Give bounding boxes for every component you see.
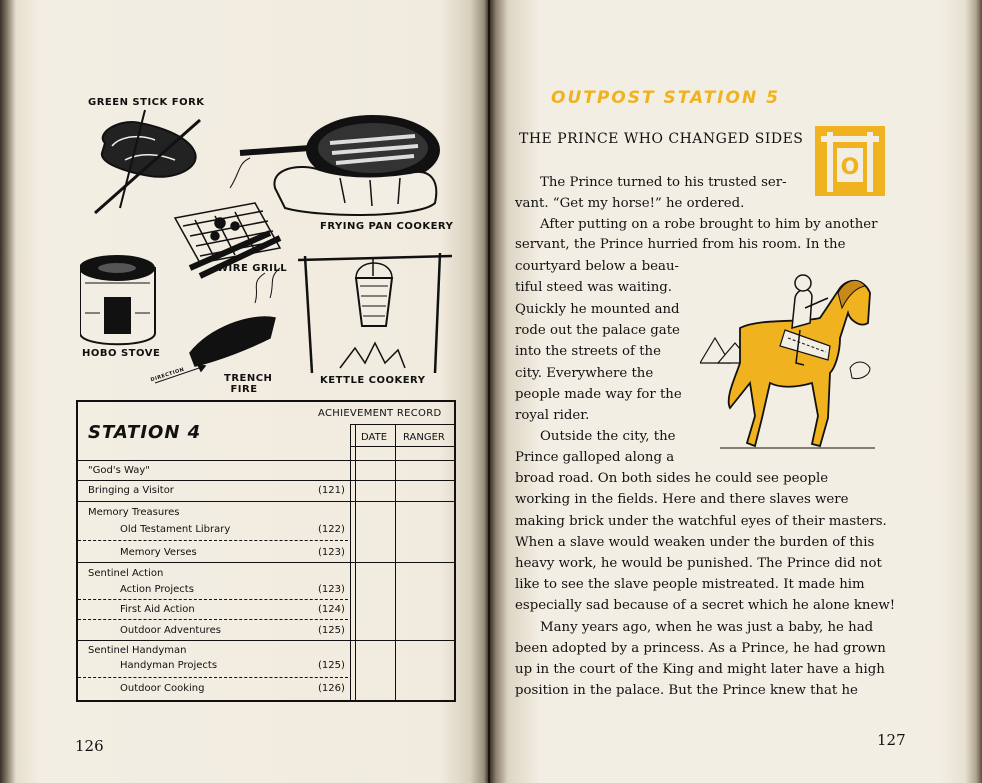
wire-grill-illustration xyxy=(175,158,280,276)
achievement-record-table xyxy=(76,400,456,702)
story-line: royal rider. xyxy=(515,408,590,423)
story-line: courtyard below a beau- xyxy=(515,259,680,274)
caption-green-stick-fork: GREEN STICK FORK xyxy=(88,97,205,108)
story-line: city. Everywhere the xyxy=(515,366,654,381)
row-sentinel-handyman: Sentinel Handyman xyxy=(88,645,187,656)
row-old-testament-library: Old Testament Library xyxy=(120,524,231,535)
trench-fire-illustration xyxy=(155,268,280,383)
outpost-emblem-icon xyxy=(815,126,885,196)
row-num: (125) xyxy=(318,660,345,671)
green-stick-fork-illustration xyxy=(95,110,200,213)
story-line: Quickly he mounted and xyxy=(515,302,680,317)
story-line: people made way for the xyxy=(515,387,682,402)
header-divider xyxy=(350,424,454,425)
story-line: vant. “Get my horse!” he ordered. xyxy=(515,196,745,211)
story-line: servant, the Prince hurried from his room. In the xyxy=(515,237,846,252)
station-title: STATION 4 xyxy=(88,422,202,443)
row-handyman-projects: Handyman Projects xyxy=(120,660,218,671)
col-ranger: RANGER xyxy=(403,432,445,443)
story-line: working in the fields. Here and there slaves were xyxy=(515,492,849,507)
prince-on-horse-illustration xyxy=(700,268,885,458)
story-title: THE PRINCE WHO CHANGED SIDES xyxy=(519,131,804,147)
caption-frying-pan: FRYING PAN COOKERY xyxy=(320,221,454,232)
row-dashed-divider xyxy=(78,677,348,678)
story-line: been adopted by a princess. As a Prince, he had grown xyxy=(515,641,886,656)
row-dashed-divider xyxy=(78,619,348,620)
header-divider xyxy=(350,446,454,447)
caption-wire-grill: WIRE GRILL xyxy=(217,263,288,274)
row-num: (122) xyxy=(318,524,345,535)
row-sentinel-action: Sentinel Action xyxy=(88,568,164,579)
caption-hobo-stove: HOBO STOVE xyxy=(82,348,161,359)
row-num: (125) xyxy=(318,625,345,636)
story-line: broad road. On both sides he could see people xyxy=(515,471,829,486)
row-dashed-divider xyxy=(78,540,348,541)
col-date: DATE xyxy=(361,432,388,443)
row-divider xyxy=(78,460,454,461)
story-line: Prince galloped along a xyxy=(515,450,675,465)
left-page xyxy=(0,0,488,783)
row-action-projects: Action Projects xyxy=(120,584,194,595)
row-memory-verses: Memory Verses xyxy=(120,547,197,558)
frying-pan-illustration xyxy=(240,116,439,215)
caption-trench-fire: TRENCH FIRE xyxy=(224,373,273,395)
story-line: up in the court of the King and might later have a high xyxy=(515,662,885,677)
row-memory-treasures: Memory Treasures xyxy=(88,507,180,518)
achievement-record-label: ACHIEVEMENT RECORD xyxy=(318,408,442,419)
row-num: (123) xyxy=(318,584,345,595)
page-number-right: 127 xyxy=(877,731,906,749)
row-divider xyxy=(78,501,454,502)
hobo-stove-illustration xyxy=(80,256,155,344)
row-outdoor-cooking: Outdoor Cooking xyxy=(120,683,205,694)
row-gods-way: "God's Way" xyxy=(88,465,150,476)
row-dashed-divider xyxy=(78,599,348,600)
emblem-letter: O xyxy=(840,155,860,180)
story-line: into the streets of the xyxy=(515,344,661,359)
row-divider xyxy=(78,562,454,563)
row-divider xyxy=(78,480,454,481)
outpost-title: OUTPOST STATION 5 xyxy=(551,88,780,108)
page-number-left: 126 xyxy=(75,737,104,755)
story-line: making brick under the watchful eyes of their masters. xyxy=(515,514,887,529)
row-divider xyxy=(78,640,454,641)
story-line: Many years ago, when he was just a baby, he had xyxy=(540,620,874,635)
caption-kettle: KETTLE COOKERY xyxy=(320,375,426,386)
row-num: (121) xyxy=(318,485,345,496)
caption-direction: DIRECTION xyxy=(149,366,186,384)
story-line: heavy work, he would be punished. The Prince did not xyxy=(515,556,882,571)
story-line: The Prince turned to his trusted ser- xyxy=(540,175,787,190)
row-bringing-visitor: Bringing a Visitor xyxy=(88,485,174,496)
story-line: When a slave would weaken under the burden of this xyxy=(515,535,875,550)
row-num: (124) xyxy=(318,604,345,615)
story-line: After putting on a robe brought to him by another xyxy=(540,217,878,232)
right-page xyxy=(490,0,982,783)
row-first-aid-action: First Aid Action xyxy=(120,604,195,615)
row-num: (126) xyxy=(318,683,345,694)
story-line: position in the palace. But the Prince knew that he xyxy=(515,683,858,698)
row-num: (123) xyxy=(318,547,345,558)
story-line: tiful steed was waiting. xyxy=(515,280,673,295)
story-line: rode out the palace gate xyxy=(515,323,680,338)
story-line: like to see the slave people mistreated. It made him xyxy=(515,577,865,592)
kettle-cookery-illustration xyxy=(298,253,452,373)
story-line: Outside the city, the xyxy=(540,429,676,444)
row-outdoor-adventures: Outdoor Adventures xyxy=(120,625,221,636)
story-line: especially sad because of a secret which he alone knew! xyxy=(515,598,896,613)
